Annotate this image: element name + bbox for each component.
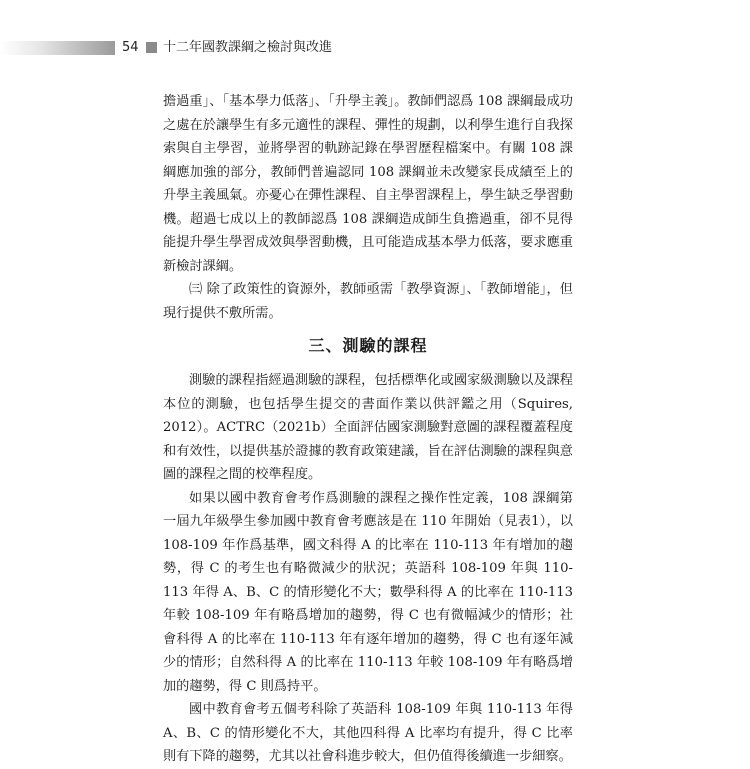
book-title: 十二年國教課綱之檢討與改進 [163, 40, 333, 55]
body-paragraph-list-item-3: ㈢ 除了政策性的資源外，教師亟需「教學資源」、「教師增能」，但現行提供不敷所需。 [163, 282, 573, 321]
section-heading: 三、測驗的課程 [308, 336, 428, 355]
header-gradient-bar [0, 41, 115, 55]
body-paragraph-continued: 擔過重」、「基本學力低落」、「升學主義」。教師們認爲 108 課綱最成功之處在於讓學生有多元適性的課程、彈性的規劃，以利學生進行自我探索與自主學習，並將學習的軌跡記錄在學習歷程檔案中。有關 108 課綱應加強的部分，教師們普遍認同 108 課綱並未改變家長成績至上的升學主義風氣。亦憂心在彈性課程、自主學習課程上，學生缺乏學習動機。超過七成以上的教師認爲 108 課綱造成師生負擔過重，卻不見得能提升學生學習成效與學習動機，且可能造成基本學力低落，要求應重新檢討課綱。 [163, 94, 573, 274]
running-header [0, 38, 750, 58]
body-paragraph: 國中教育會考五個考科除了英語科 108-109 年與 110-113 年得 A、B、C 的情形變化不大，其他四科得 A 比率均有提升，得 C 比率則有下降的趨勢，尤其以社會科進步較大，但仍值得後續進一步細察。 [163, 702, 573, 764]
page-body [163, 90, 573, 769]
body-paragraph: 測驗的課程指經過測驗的課程，包括標準化或國家級測驗以及課程本位的測驗，也包括學生提交的書面作業以供評鑑之用（Squires, 2012）。ACTRC（2021b）全面評估國家測驗對意圖的課程覆蓋程度和有效性，以提供基於證據的教育政策建議，旨在評估測驗的課程與意圖的課程之間的校準程度。 [163, 373, 573, 482]
header-square-marker [146, 42, 157, 53]
body-paragraph: 如果以國中教育會考作爲測驗的課程之操作性定義，108 課綱第一屆九年級學生參加國中教育會考應該是在 110 年開始（見表1），以 108-109 年作爲基準，國文科得 A 的比率在 110-113 年有增加的趨勢，得 C 的考生也有略微減少的狀況；英語科 108-109 年與 110-113 年得 A、B、C 的情形變化不大；數學科得 A 的比率在 110-113 年較 108-109 年有略爲增加的趨勢，得 C 也有微幅減少的情形；社會科得 A 的比率在 110-113 年有逐年增加的趨勢，得 C 也有逐年減少的情形；自然科得 A 的比率在 110-113 年較 108-109 年有略爲增加的趨勢，得 C 則爲持平。 [163, 490, 573, 694]
page-number: 54 [122, 40, 139, 55]
